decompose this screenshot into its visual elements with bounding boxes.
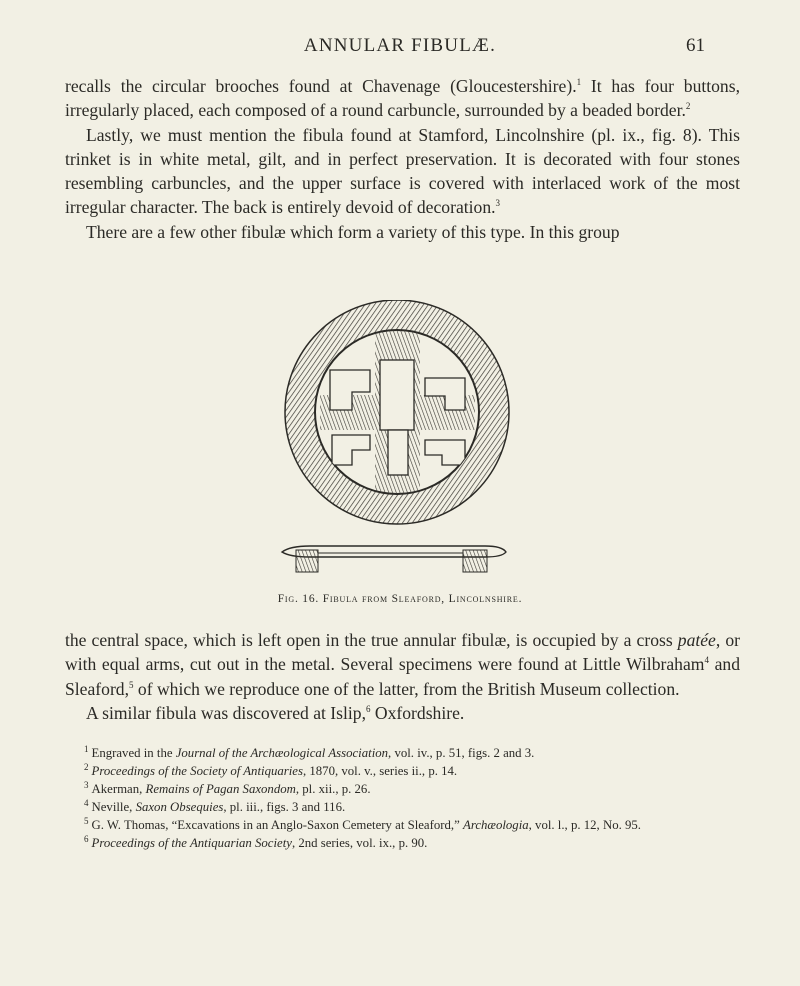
footnotes — [65, 744, 740, 852]
footnote: $^2$ Proceedings of the Society of Antiquaries, 1870, vol. v., series ii., p. 14. — [84, 761, 458, 778]
paragraph: A similar fibula was discovered at Islip,$^6$ Oxfordshire. — [86, 702, 465, 723]
figure-caption: Fig. 16. Fibula from Sleaford, Lincolnshire. — [277, 593, 523, 605]
footnote-ref[interactable]: 3 — [495, 198, 501, 209]
page-number: 61 — [686, 35, 705, 56]
footnote: $^3$ Akerman, Remains of Pagan Saxondom, pl. xii., p. 26. — [84, 779, 371, 796]
top-text-block — [65, 74, 740, 244]
fibula-side-view — [282, 546, 506, 572]
footnote: $^1$ Engraved in the Journal of the Archæological Association, vol. iv., p. 51, figs. 2 and 3. — [84, 743, 535, 760]
footnote-ref[interactable]: 6 — [365, 704, 371, 715]
running-head: ANNULAR FIBULÆ. — [303, 35, 497, 56]
fibula-engraving — [270, 300, 530, 590]
fibula-figure — [270, 300, 530, 590]
paragraph: the central space, which is left open in the true annular fibulæ, is occupied by a cross patée, or with equal arms, cut out in the metal. Several specimens were found at Little Wilbraham$^4$ and Sleaford,$^5$ of which we reproduce one of the latter, from the British Museum collection. — [65, 630, 740, 699]
footnote: $^4$ Neville, Saxon Obsequies, pl. iii., figs. 3 and 116. — [84, 797, 346, 814]
footnote: $^6$ Proceedings of the Antiquarian Society, 2nd series, vol. ix., p. 90. — [84, 833, 428, 850]
footnote-ref[interactable]: 5 — [129, 679, 134, 690]
paragraph: There are a few other fibulæ which form a variety of this type. In this group — [86, 221, 620, 242]
paragraph: Lastly, we must mention the fibula found at Stamford, Lincolnshire (pl. ix., fig. 8). This trinket is in white metal, gilt, and in perfect preservation. It is decorated with four stones resembling carbuncles, and the upper surface is covered with interlaced work of the most irregular character. The back is entirely devoid of decoration.$^3$ — [65, 124, 740, 218]
footnote-ref[interactable]: 1 — [576, 77, 582, 88]
footnote-ref[interactable]: 2 — [685, 101, 691, 112]
footnote: $^5$ G. W. Thomas, “Excavations in an Anglo-Saxon Cemetery at Sleaford,” Archæologia, vol. l., p. 12, No. 95. — [84, 815, 641, 832]
bottom-text-block — [65, 628, 740, 725]
paragraph: recalls the circular brooches found at Chavenage (Gloucestershire).$^1$ It has four buttons, irregularly placed, each composed of a round carbuncle, surrounded by a beaded border.$^2$ — [65, 76, 740, 121]
footnote-ref[interactable]: 4 — [704, 655, 709, 666]
